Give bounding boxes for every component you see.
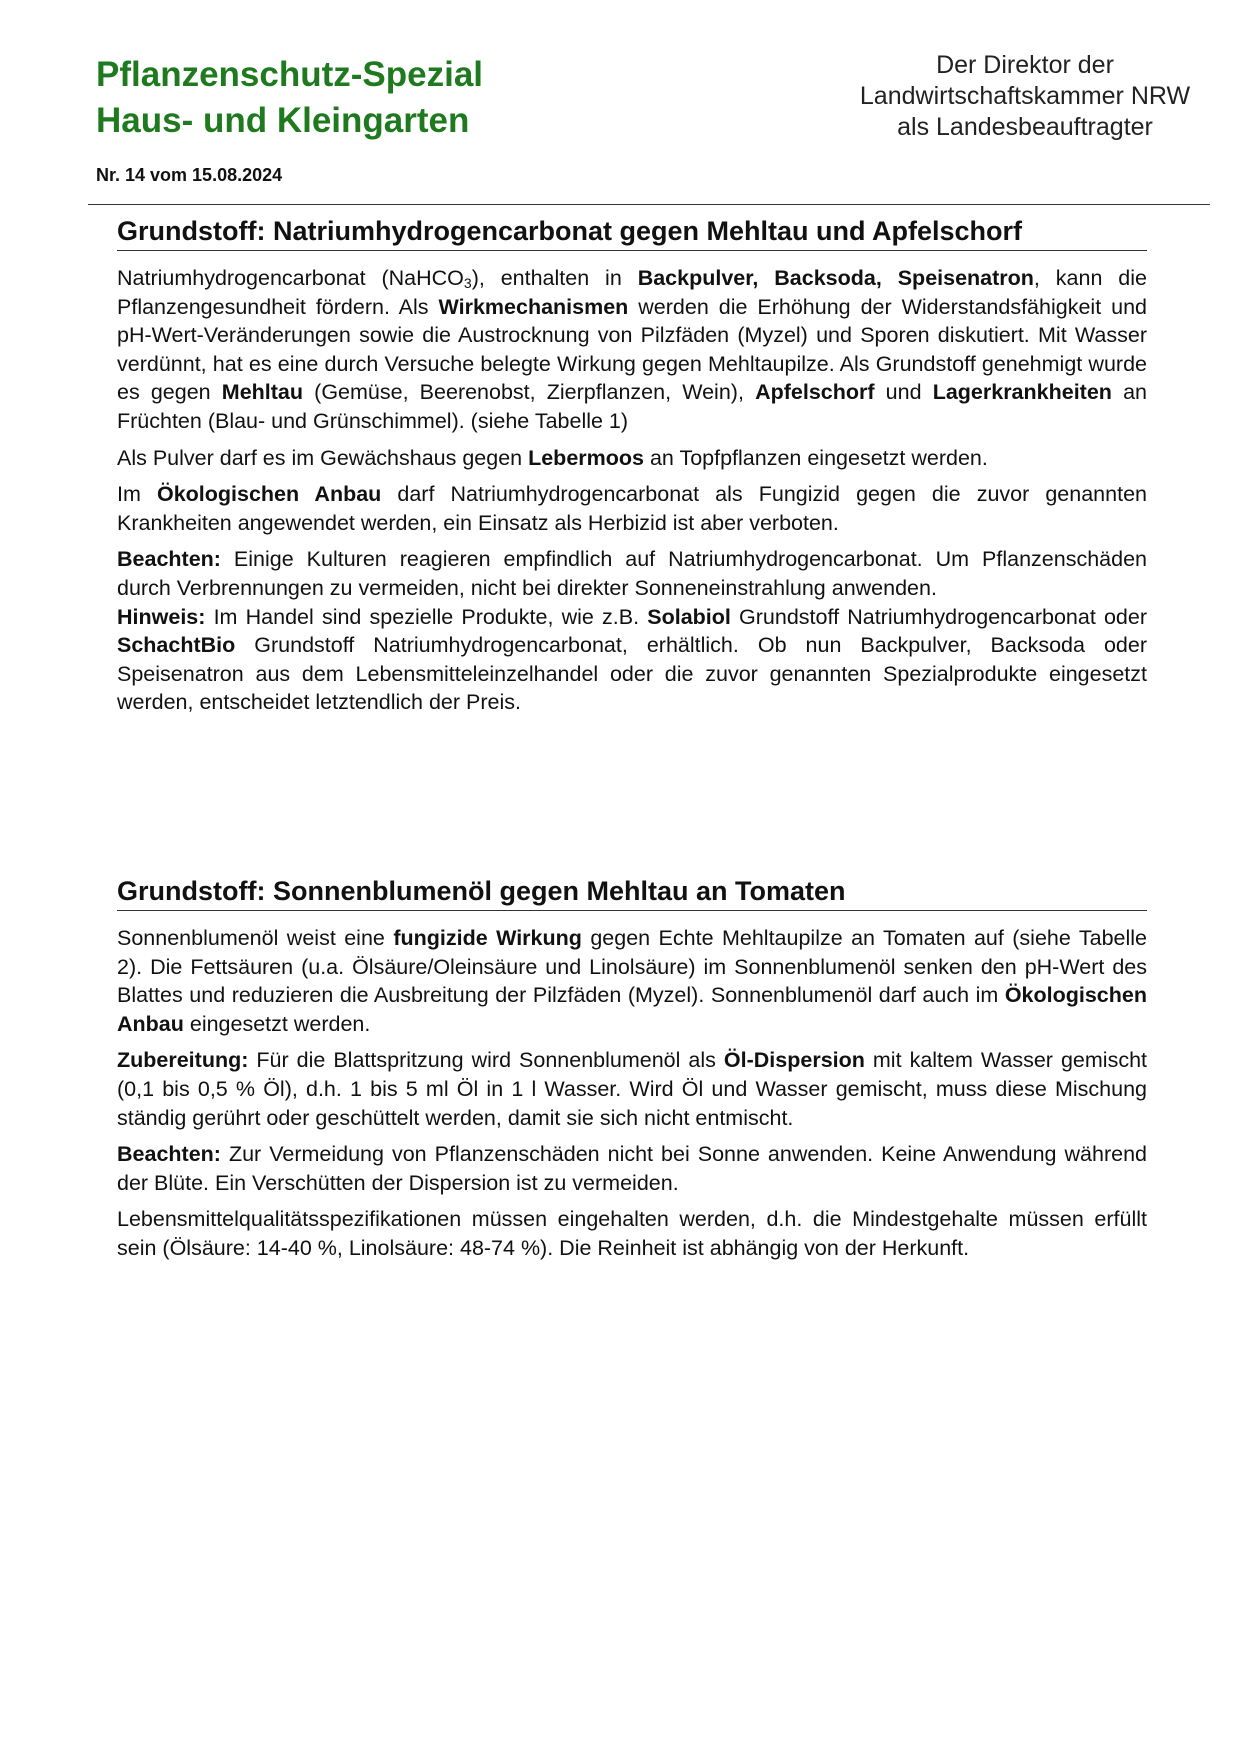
header-divider (88, 204, 1210, 205)
emphasis-text: Solabiol (647, 604, 731, 629)
emphasis-text: Wirkmechanismen (438, 294, 629, 319)
section-heading: Grundstoff: Natriumhydrogencarbonat gegen Mehltau und Apfelschorf (117, 214, 1147, 251)
issuing-authority (830, 50, 1220, 143)
section-heading: Grundstoff: Sonnenblumenöl gegen Mehltau an Tomaten (117, 874, 1147, 911)
emphasis-text: Beachten: (117, 1142, 221, 1167)
emphasis-text: Zubereitung: (117, 1048, 249, 1073)
emphasis-text: Hinweis: (117, 604, 206, 629)
text-run: an Topfpflanzen eingesetzt werden. (643, 445, 988, 470)
text-run: Im Handel sind spezielle Produkte, wie z.B. (205, 604, 648, 629)
paragraph (117, 264, 1147, 436)
paragraph (117, 1205, 1147, 1262)
text-run: (Gemüse, Beerenobst, Zierpflanzen, Wein), (303, 380, 756, 405)
emphasis-text: Ökologischen Anbau (156, 482, 382, 507)
text-run: an Früchten (Blau- und Grünschimmel). (siehe Tabelle 1) (117, 380, 1147, 433)
issue-number: Nr. 14 vom 15.08.2024 (96, 165, 283, 185)
emphasis-text: fungizide Wirkung (393, 926, 582, 950)
emphasis-text: Apfelschorf (755, 380, 875, 405)
text-run: eingesetzt werden. (183, 1011, 371, 1036)
authority-line-1: Der Direktor der (936, 51, 1114, 79)
paragraph (117, 1046, 1147, 1132)
text-run: werden die Erhöhung der Widerstandsfähigkeit und pH-Wert-Veränderungen sowie die Austrocknung von Pilzfäden (Myzel) und Sporen diskutiert. Mit Wasser verdünnt, hat es eine durch Versuche belegte Wirkung gegen Mehltaupilze. Als Grundstoff genehmigt wurde es gegen (117, 294, 1147, 405)
text-run: Grundstoff Natriumhydrogencarbonat, erhältlich. Ob nun Backpulver, Backsoda oder Speisenatron aus dem Lebensmitteleinzelhandel oder die zuvor genannten Spezialprodukte eingesetzt werden, entscheidet letztendlich der Preis. (117, 633, 1147, 715)
text-run: und (874, 380, 933, 405)
text-run: Zur Vermeidung von Pflanzenschäden nicht bei Sonne anwenden. Keine Anwendung während der Blüte. Ein Verschütten der Dispersion ist zu vermeiden. (117, 1142, 1147, 1195)
paragraph (117, 444, 1147, 473)
section-natriumhydrogencarbonat (117, 214, 1147, 717)
emphasis-text: Öl-Dispersion (723, 1048, 865, 1073)
text-run: Einige Kulturen reagieren empfindlich auf Natriumhydrogencarbonat. Um Pflanzenschäden durch Verbrennungen zu vermeiden, nicht bei direkter Sonneneinstrahlung anwenden. (117, 547, 1147, 600)
emphasis-text: Lagerkrankheiten (932, 380, 1112, 405)
text-run: Für die Blattspritzung wird Sonnenblumenöl als (248, 1048, 724, 1073)
text-run: darf Natriumhydrogencarbonat als Fungizid gegen die zuvor genannten Krankheiten angewendet werden, ein Einsatz als Herbizid ist aber verboten. (117, 482, 1147, 535)
text-run: Als Pulver darf es im Gewächshaus gegen (117, 445, 529, 470)
emphasis-text: Mehltau (221, 380, 304, 405)
authority-line-2: Landwirtschaftskammer NRW (859, 82, 1191, 110)
emphasis-text: Ökologischen Anbau (117, 983, 1147, 1036)
authority-line-3: als Landesbeauftragter (897, 113, 1153, 141)
text-run: , kann die Pflanzengesundheit fördern. Als (117, 266, 1147, 319)
text-run: Grundstoff Natriumhydrogencarbonat oder (730, 604, 1148, 629)
paragraph (117, 1140, 1147, 1197)
paragraph (117, 545, 1147, 602)
text-run: Im (117, 482, 157, 507)
text-run: ), enthalten in (471, 266, 638, 290)
text-run: mit kaltem Wasser gemischt (0,1 bis 0,5 % Öl), d.h. 1 bis 5 ml Öl in 1 l Wasser. Wird Öl und Wasser gemischt, muss diese Mischung ständig gerührt oder geschüttelt werden, damit sie sich nicht entmischt. (117, 1048, 1148, 1130)
paragraph (117, 603, 1147, 717)
emphasis-text: SchachtBio (117, 633, 236, 658)
text-run: Natriumhydrogencarbonat (NaHCO (117, 266, 464, 290)
document-title (96, 52, 483, 144)
text-run: Sonnenblumenöl weist eine (117, 926, 394, 950)
section-sonnenblumenoel (117, 874, 1147, 1263)
paragraph (117, 924, 1147, 1038)
title-line-1: Pflanzenschutz-Spezial (96, 55, 484, 94)
emphasis-text: Beachten: (117, 547, 221, 572)
text-run: Lebensmittelqualitätsspezifikationen müssen eingehalten werden, d.h. die Mindestgehalte müssen erfüllt sein (Ölsäure: 14-40 %, Linolsäure: 48-74 %). Die Reinheit ist abhängig von der Herkunft. (117, 1207, 1147, 1260)
title-line-2: Haus- und Kleingarten (96, 101, 470, 140)
text-run: gegen Echte Mehltaupilze an Tomaten auf (siehe Tabelle 2). Die Fettsäuren (u.a. Ölsäure/Oleinsäure und Linolsäure) im Sonnenblumenöl senken den pH-Wert des Blattes und reduzieren die Ausbreitung der Pilzfäden (Myzel). Sonnenblumenöl darf auch im (117, 926, 1148, 1008)
emphasis-text: Backpulver, Backsoda, Speisenatron (637, 266, 1034, 290)
subscript-text: 3 (463, 275, 472, 291)
emphasis-text: Lebermoos (528, 445, 644, 470)
paragraph (117, 480, 1147, 537)
